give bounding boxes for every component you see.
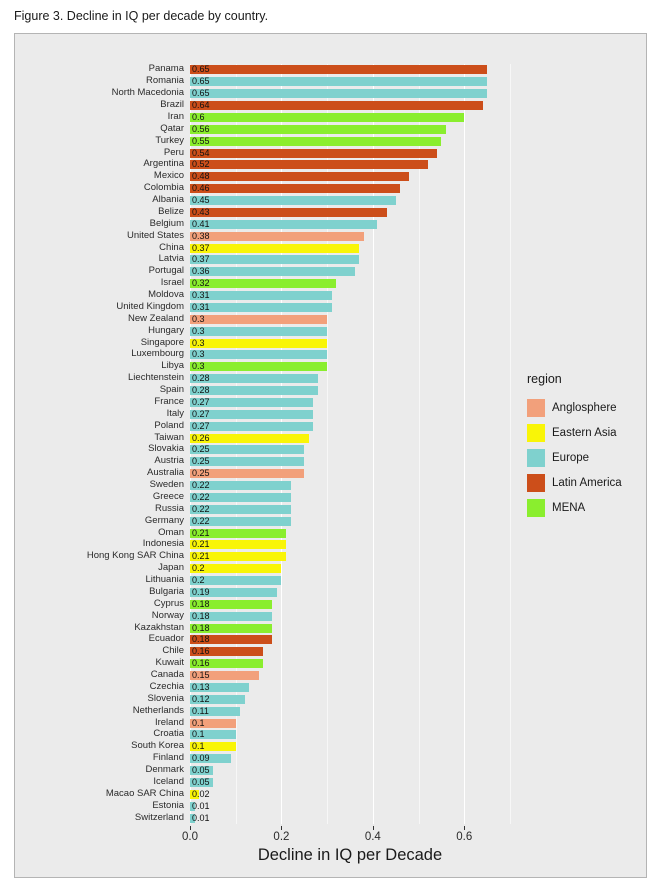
category-label: Norway [151,609,184,621]
bar [190,184,400,193]
bar-value-label: 0.21 [192,539,210,550]
category-label: Czechia [149,680,184,692]
bar-value-label: 0.25 [192,468,210,479]
bar-value-label: 0.18 [192,634,210,645]
legend-item [527,445,642,470]
bar-value-label: 0.45 [192,195,210,206]
x-tick-mark [373,826,374,830]
bar-value-label: 0.18 [192,598,210,609]
bar-value-label: 0.27 [192,396,210,407]
legend-label: Europe [552,451,590,464]
figure-caption: Figure 3. Decline in IQ per decade by country. [14,9,269,23]
category-label: Switzerland [134,811,184,823]
legend-label: Eastern Asia [552,426,617,439]
bar-row [131,740,510,752]
bar-value-label: 0.21 [192,551,210,562]
bar-value-label: 0.11 [192,705,209,716]
bar [190,113,464,122]
category-label: Macao SAR China [105,787,184,799]
bar-value-label: 0.28 [192,385,210,396]
bar-value-label: 0.3 [192,325,205,336]
category-label: Lithuania [145,574,184,586]
legend-item [527,420,642,445]
bar-value-label: 0.27 [192,420,210,431]
bar-value-label: 0.38 [192,230,210,241]
legend-swatch [527,474,545,492]
bar-row [134,811,510,824]
bar [190,149,437,158]
category-label: Luxembourg [131,348,184,360]
bar-value-label: 0.46 [192,183,210,194]
category-label: Ecuador [148,633,184,645]
category-label: Ireland [154,716,184,728]
bar-value-label: 0.1 [192,729,205,740]
category-label: China [159,241,184,253]
bar-row [148,289,510,301]
bar [190,172,409,181]
bar-row [145,764,510,776]
bar-row [111,87,510,99]
bar-row [153,170,510,182]
category-label: Mexico [153,170,184,182]
category-label: Peru [163,146,184,158]
legend-label: Anglosphere [552,401,617,414]
legend-items [527,395,642,520]
bar-row [134,621,510,634]
x-tick-label: 0.2 [273,831,290,843]
bar [190,255,359,264]
bar-row [154,716,510,729]
bar [190,291,332,300]
category-label: North Macedonia [111,87,184,99]
category-label: South Korea [131,740,184,752]
category-label: Turkey [155,134,184,146]
bar-row [161,360,510,372]
bar [190,101,483,110]
bar-value-label: 0.65 [192,76,210,87]
bar-row [126,229,510,242]
category-label: United States [126,229,184,241]
bar-row [143,182,510,194]
bar-row [153,597,510,610]
bar-row [131,348,510,360]
bar-row [148,265,510,277]
bar-value-label: 0.28 [192,373,210,384]
bar-value-label: 0.21 [192,527,210,538]
bar-value-label: 0.05 [192,776,210,787]
bar-row [152,752,510,764]
bar-row [147,467,510,479]
bar-value-label: 0.36 [192,266,210,277]
bar-row [153,775,510,788]
bar-rows [86,63,510,824]
bar [190,232,364,241]
category-label: Liechtenstein [128,372,184,384]
bar [190,339,327,348]
category-label: Estonia [152,799,184,811]
category-label: Hungary [148,324,184,336]
category-label: Netherlands [132,704,184,716]
bar-row [116,300,510,313]
bar-row [140,336,510,349]
legend-swatch [527,424,545,442]
bar-row [148,443,510,455]
bar-value-label: 0.22 [192,515,210,526]
bar-value-label: 0.27 [192,408,210,419]
bar-value-label: 0.05 [192,765,210,776]
bar-value-label: 0.52 [192,159,210,170]
bar-value-label: 0.16 [192,658,210,669]
category-label: Australia [147,467,184,479]
bar-row [128,372,510,384]
bar-value-label: 0.02 [192,788,210,799]
category-label: Moldova [148,289,184,301]
bar-value-label: 0.25 [192,456,210,467]
category-label: Greece [152,490,184,502]
bar-row [154,455,510,467]
bar-row [149,585,510,598]
category-label: Slovakia [148,443,184,455]
x-tick-label: 0.0 [182,831,198,843]
bar [190,89,487,98]
bar-value-label: 0.32 [192,278,210,289]
bar-value-label: 0.65 [192,88,210,99]
bar-value-label: 0.16 [192,646,210,657]
bar-row [148,324,510,337]
bar-value-label: 0.12 [192,693,210,704]
plot-panel [86,63,510,824]
bar-value-label: 0.01 [192,800,210,811]
bar-row [152,490,510,503]
x-tick-mark [190,826,191,830]
bar-value-label: 0.15 [192,670,210,681]
bar [190,362,327,371]
legend-title: region [527,372,562,386]
bar-row [155,657,510,669]
plot-frame [14,33,647,878]
bar [190,327,327,336]
category-label: Kazakhstan [134,621,184,633]
category-label: Brazil [160,99,184,111]
category-label: Argentina [143,158,184,170]
category-label: France [154,395,184,407]
category-label: Russia [154,502,184,514]
bar-row [159,241,510,254]
category-label: Chile [162,645,184,657]
bar [190,279,336,288]
bar-row [154,502,510,515]
bar-value-label: 0.31 [192,290,210,301]
bar-value-label: 0.09 [192,753,210,764]
category-label: Albania [152,194,184,206]
bar [190,160,428,169]
bar-row [166,407,510,420]
category-label: Bulgaria [149,585,184,597]
bar-value-label: 0.6 [192,111,205,122]
bar-row [159,384,510,396]
category-label: Oman [158,526,184,538]
bar-value-label: 0.25 [192,444,210,455]
category-label: Romania [145,75,184,87]
bar-row [154,431,510,444]
bar-row [153,728,510,740]
category-label: Libya [161,360,184,372]
bar-value-label: 0.13 [192,681,210,692]
bar-row [151,609,510,622]
bar-row [158,205,510,218]
category-label: Portugal [148,265,184,277]
category-label: Israel [160,277,184,289]
category-label: Iceland [153,775,184,787]
bar-row [158,253,510,265]
bar-row [148,63,510,75]
bar-value-label: 0.65 [192,64,210,75]
bar [190,65,487,74]
bar [190,77,487,86]
bar-row [154,395,510,408]
bar-value-label: 0.54 [192,147,210,158]
category-label: Austria [154,455,184,467]
bar-value-label: 0.48 [192,171,210,182]
bar-value-label: 0.18 [192,610,210,621]
bar-value-label: 0.3 [192,337,205,348]
bar-row [158,562,510,574]
legend-swatch [527,499,545,517]
bar [190,196,396,205]
bar-row [148,633,510,645]
bar-row [150,669,510,681]
category-label: Singapore [140,336,184,348]
bar-value-label: 0.31 [192,301,210,312]
bar [190,208,387,217]
bar-value-label: 0.55 [192,135,210,146]
category-label: Hong Kong SAR China [86,550,184,562]
x-axis [182,826,510,844]
bar-value-label: 0.3 [192,313,205,324]
bar [190,244,359,253]
bar-value-label: 0.1 [192,741,205,752]
legend-item [527,395,642,420]
category-label: Japan [158,562,184,574]
x-tick-label: 0.4 [364,831,381,843]
bar-row [105,787,510,800]
category-label: Poland [154,419,184,431]
bar-row [149,217,510,230]
bar-value-label: 0.64 [192,100,210,111]
bar-row [147,692,510,705]
category-label: Colombia [143,182,184,194]
category-label: Germany [144,514,184,526]
category-label: Latvia [158,253,184,265]
category-label: Canada [150,669,184,681]
bar-row [158,526,510,539]
bar-row [163,146,510,159]
category-label: Qatar [160,122,184,134]
category-label: Kuwait [155,657,184,669]
bar [190,125,446,134]
bar-value-label: 0.22 [192,491,210,502]
bar-value-label: 0.56 [192,123,210,134]
category-label: Indonesia [142,538,184,550]
bar-row [132,704,510,717]
category-label: Spain [159,384,184,396]
category-label: Taiwan [154,431,184,443]
category-label: Cyprus [153,597,184,609]
bar-row [145,75,510,87]
bar-row [142,538,510,550]
bar-value-label: 0.37 [192,254,210,265]
bar-row [152,194,510,206]
bar-value-label: 0.37 [192,242,210,253]
category-label: Belize [158,205,184,217]
bar [190,315,327,324]
bar-value-label: 0.22 [192,480,210,491]
category-label: Croatia [153,728,184,740]
bar-row [160,99,510,111]
category-label: United Kingdom [116,300,184,312]
x-tick-mark [281,826,282,830]
legend-label: MENA [552,501,586,514]
x-tick-mark [464,826,465,830]
bar-row [154,419,510,432]
bar-row [152,799,510,812]
bar-value-label: 0.01 [192,812,210,823]
bar-value-label: 0.19 [192,586,210,597]
bar-row [149,680,510,693]
bar-value-label: 0.26 [192,432,210,443]
bar-row [145,574,510,586]
category-label: Italy [166,407,184,419]
bar-row [128,312,510,325]
bar-row [143,158,510,170]
bar-value-label: 0.41 [192,218,210,229]
category-label: Slovenia [147,692,184,704]
bar-row [86,550,510,562]
category-label: Panama [148,63,184,75]
legend-item [527,470,642,495]
category-label: Denmark [145,764,184,776]
x-axis-title: Decline in IQ per Decade [257,846,443,864]
x-tick-label: 0.6 [456,831,473,843]
bar-value-label: 0.18 [192,622,210,633]
gridline-minor [510,64,511,824]
category-label: New Zealand [128,312,184,324]
bar [190,137,441,146]
bar [190,350,327,359]
bar [190,220,377,229]
bar-value-label: 0.3 [192,361,205,372]
bar-row [167,110,510,123]
legend-item [527,495,642,520]
bar-row [149,479,510,491]
bar-value-label: 0.3 [192,349,205,360]
category-label: Sweden [149,479,184,491]
bar [190,267,355,276]
bar-value-label: 0.43 [192,206,210,217]
bar-row [160,277,510,289]
bar-row [155,134,510,147]
category-label: Iran [167,110,184,122]
category-label: Belgium [149,217,184,229]
bar-row [160,122,510,135]
bar-value-label: 0.2 [192,575,205,586]
category-label: Finland [152,752,184,764]
bar-value-label: 0.2 [192,563,205,574]
bar-row [144,514,510,527]
bar-value-label: 0.22 [192,503,210,514]
bar [190,303,332,312]
legend-swatch [527,449,545,467]
legend-swatch [527,399,545,417]
bar-row [162,645,510,657]
legend [527,372,642,520]
bar-value-label: 0.1 [192,717,205,728]
legend-label: Latin America [552,476,622,489]
